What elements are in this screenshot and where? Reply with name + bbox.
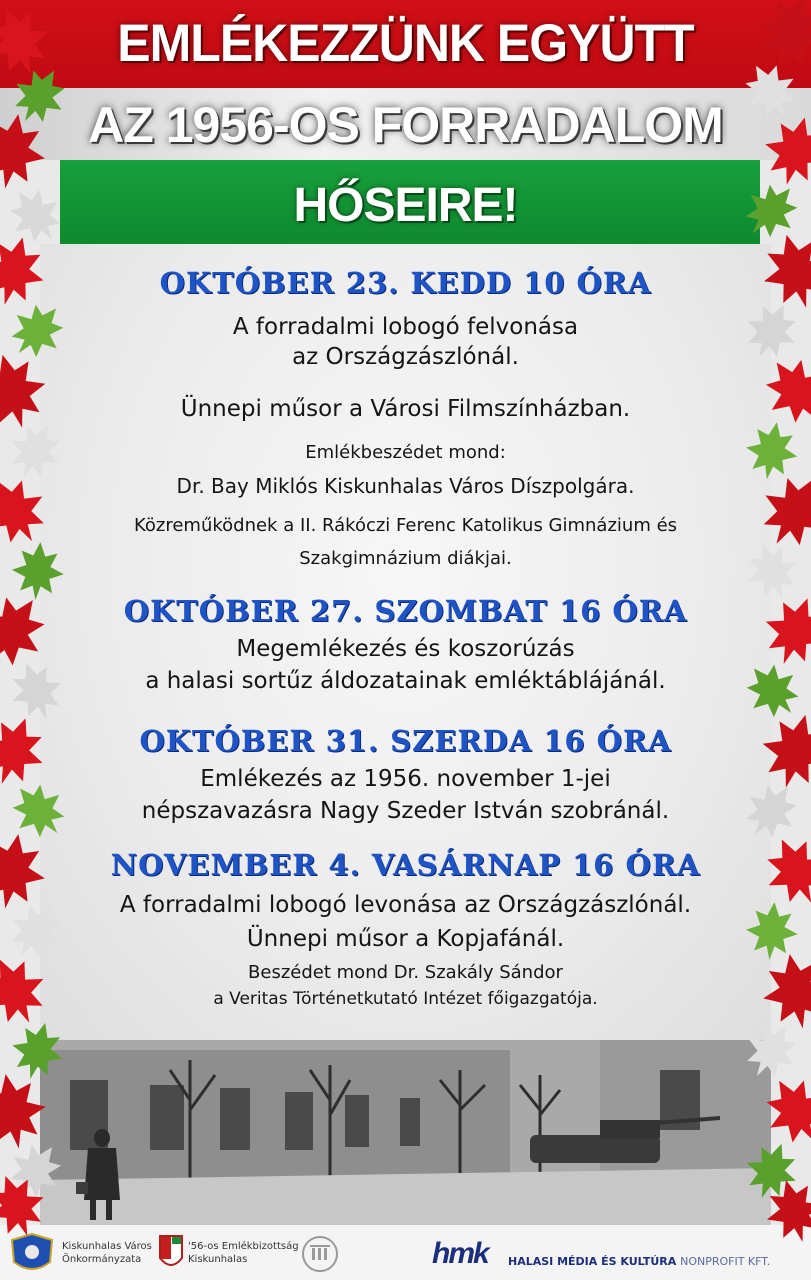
event-2-line-1: Megemlékezés és koszorúzás: [236, 636, 575, 662]
event-2-line-2: a halasi sortűz áldozatainak emléktáblájánál.: [145, 668, 666, 694]
hmk-company-name: [508, 1255, 770, 1268]
event-3-title: OKTÓBER 31. SZERDA 16 ÓRA: [139, 724, 672, 758]
headline-line-1: EMLÉKEZZÜNK EGYÜTT: [117, 13, 694, 73]
event-4-line-4: a Veritas Történetkutató Intézet főigazgatója.: [213, 989, 598, 1009]
event-4-line-1: A forradalmi lobogó levonása az Országzászlónál.: [119, 892, 692, 918]
event-1-title: OKTÓBER 23. KEDD 10 ÓRA: [159, 266, 652, 300]
event-1-line-3: Ünnepi műsor a Városi Filmszínházban.: [180, 396, 631, 422]
event-3-line-1: Emlékezés az 1956. november 1-jei: [200, 766, 611, 792]
event-1-line-6: Közreműködnek a II. Rákóczi Ferenc Katolikus Gimnázium és: [133, 515, 678, 536]
footer-org-2: [188, 1240, 299, 1266]
footer-org-1-line-1: Kiskunhalas Város: [62, 1241, 152, 1252]
institution-emblem-icon: [300, 1234, 340, 1274]
footer-org-2-line-2: Kiskunhalas: [188, 1254, 248, 1265]
footer-org-1: [62, 1240, 152, 1266]
hmk-name: HALASI MÉDIA ÉS KULTÚRA: [508, 1255, 677, 1268]
hmk-logo: hmk: [432, 1237, 488, 1270]
event-1-line-4: Emlékbeszédet mond:: [305, 442, 506, 463]
hmk-suffix: NONPROFIT KFT.: [680, 1255, 771, 1268]
event-4-line-2: Ünnepi műsor a Kopjafánál.: [246, 926, 565, 952]
footer-org-1-line-2: Önkormányzata: [62, 1254, 142, 1265]
event-4-title: NOVEMBER 4. VASÁRNAP 16 ÓRA: [110, 848, 701, 882]
event-4-line-3: Beszédet mond Dr. Szakály Sándor: [248, 962, 563, 983]
historical-street-photo: [40, 1040, 771, 1225]
headline-line-3: HŐSEIRE!: [293, 179, 518, 232]
event-1-line-5: Dr. Bay Miklós Kiskunhalas Város Díszpolgára.: [176, 474, 635, 498]
hungarian-shield-icon: [158, 1234, 184, 1272]
event-1-line-1: A forradalmi lobogó felvonása: [232, 314, 579, 340]
headline-line-2: AZ 1956-OS FORRADALOM: [88, 97, 723, 153]
footer-org-2-line-1: '56-os Emlékbizottság: [188, 1241, 299, 1252]
event-1-line-2: az Országzászlónál.: [292, 344, 519, 370]
event-2-title: OKTÓBER 27. SZOMBAT 16 ÓRA: [123, 594, 688, 628]
event-1-line-7: Szakgimnázium diákjai.: [299, 548, 512, 569]
event-3-line-2: népszavazásra Nagy Szeder István szobránál.: [141, 798, 670, 824]
kiskunhalas-coat-of-arms-icon: [8, 1232, 56, 1276]
